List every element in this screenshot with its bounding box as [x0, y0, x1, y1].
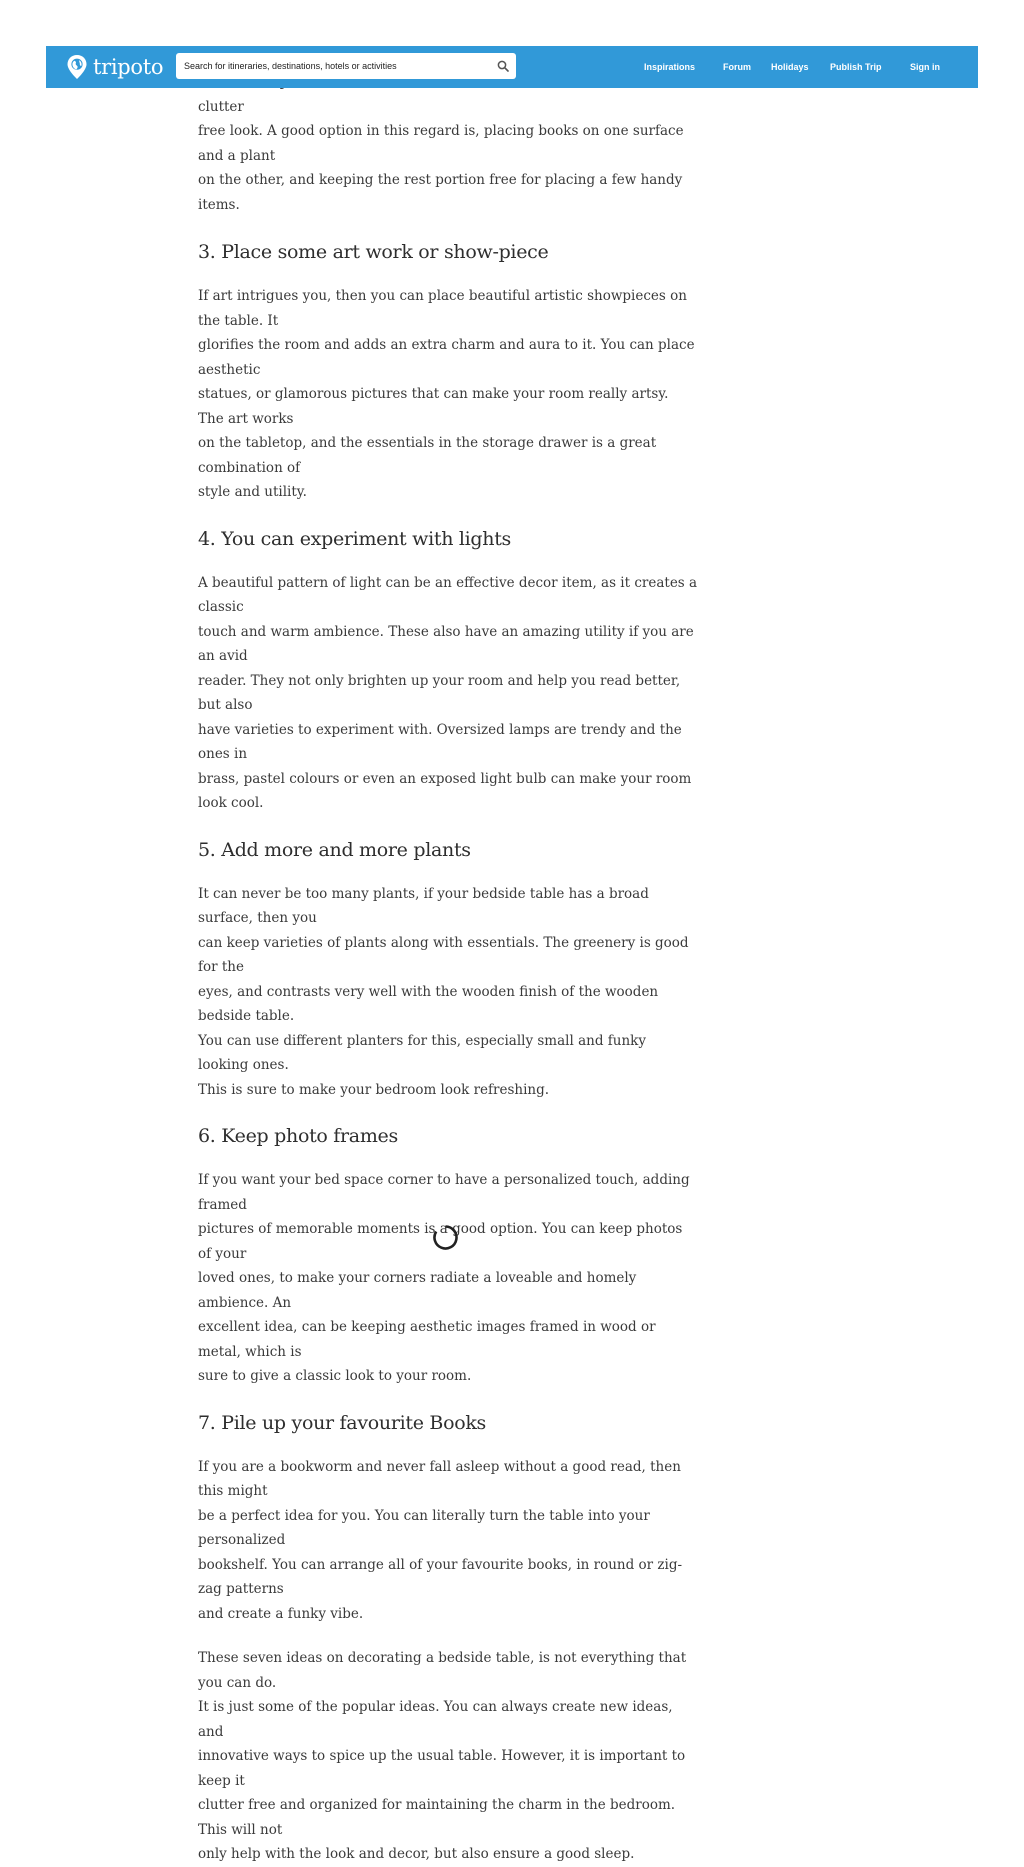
search-box[interactable] [176, 53, 516, 79]
section-5 [198, 838, 698, 1103]
partial-line-2: free look. A good option in this regard is, placing books on one surface and a plant [198, 123, 684, 164]
nav-publish-trip[interactable]: Publish Trip [830, 62, 882, 72]
section-line: eyes, and contrasts very well with the wooden finish of the wooden bedside table. [198, 983, 659, 1024]
section-4 [198, 527, 698, 816]
section-line: bookshelf. You can arrange all of your favourite books, in round or zig-zag patterns [198, 1556, 683, 1597]
nav-holidays[interactable]: Holidays [771, 62, 809, 72]
section-line: on the tabletop, and the essentials in the storage drawer is a great combination of [198, 435, 657, 476]
section-heading: 7. Pile up your favourite Books [198, 1411, 487, 1434]
section-line: reader. They not only brighten up your room and help you read better, but also [198, 672, 681, 713]
nav-inspirations[interactable]: Inspirations [644, 62, 696, 72]
section-line: style and utility. [198, 484, 307, 500]
location-pin-globe-icon [66, 54, 88, 80]
section-7 [198, 1411, 698, 1627]
section-line: If you are a bookworm and never fall asleep without a good read, then this might [198, 1458, 681, 1499]
nav-sign-in[interactable]: Sign in [910, 62, 940, 72]
section-line: and create a funky vibe. [198, 1605, 364, 1622]
conclusion-line: It is just some of the popular ideas. You can always create new ideas, and [198, 1699, 673, 1740]
conclusion-paragraph [198, 1646, 698, 1867]
logo-text: tripoto [93, 55, 164, 79]
section-line: glorifies the room and adds an extra charm and aura to it. You can place aesthetic [198, 337, 695, 378]
search-input[interactable] [176, 54, 484, 78]
section-3 [198, 240, 698, 505]
section-line: A beautiful pattern of light can be an effective decor item, as it creates a classic [198, 574, 698, 615]
partial-line-3: on the other, and keeping the rest portion free for placing a few handy items. [198, 172, 683, 213]
section-line: touch and warm ambience. These also have an amazing utility if you are an avid [198, 623, 694, 664]
section-heading: 5. Add more and more plants [198, 838, 471, 861]
section-heading: 4. You can experiment with lights [198, 527, 512, 550]
section-heading: 6. Keep photo frames [198, 1125, 398, 1147]
section-heading: 3. Place some art work or show-piece [198, 241, 549, 263]
section-6 [198, 1124, 698, 1389]
loading-spinner-icon [432, 1224, 459, 1251]
section-line: brass, pastel colours or even an exposed light bulb can make your room look cool. [198, 770, 692, 811]
section-line: statues, or glamorous pictures that can make your room really artsy. The art works [198, 386, 669, 427]
conclusion-line: clutter free and organized for maintaining the charm in the bedroom. This will not [198, 1797, 676, 1838]
partial-paragraph [198, 70, 698, 217]
nav-forum[interactable]: Forum [723, 62, 751, 72]
section-line: You can use different planters for this, especially small and funky looking ones. [198, 1032, 646, 1073]
section-line: This is sure to make your bedroom look refreshing. [198, 1081, 550, 1098]
conclusion-line: only help with the look and decor, but also ensure a good sleep. [198, 1846, 635, 1862]
section-line: have varieties to experiment with. Oversized lamps are trendy and the ones in [198, 721, 682, 762]
section-line: If art intrigues you, then you can place beautiful artistic showpieces on the table. It [198, 288, 687, 329]
conclusion-line: innovative ways to spice up the usual table. However, it is important to keep it [198, 1748, 686, 1789]
section-line: loved ones, to make your corners radiate a loveable and homely ambience. An [198, 1270, 637, 1311]
section-line: It can never be too many plants, if your bedside table has a broad surface, then you [198, 885, 649, 926]
conclusion-line: These seven ideas on decorating a bedside table, is not everything that you can do. [198, 1650, 687, 1691]
section-line: pictures of memorable moments is a good option. You can keep photos of your [198, 1221, 683, 1262]
section-line: If you want your bed space corner to have a personalized touch, adding framed [198, 1172, 690, 1213]
section-line: sure to give a classic look to your room. [198, 1368, 472, 1384]
partial-line-1: clutter [198, 98, 244, 115]
section-line: excellent idea, can be keeping aesthetic images framed in wood or metal, which is [198, 1319, 656, 1360]
article-body [198, 70, 698, 1867]
section-line: can keep varieties of plants along with essentials. The greenery is good for the [198, 934, 689, 975]
section-line: be a perfect idea for you. You can literally turn the table into your personalized [198, 1507, 650, 1548]
tripoto-logo[interactable] [66, 54, 163, 80]
search-icon[interactable] [497, 60, 509, 72]
top-navigation-bar [46, 46, 978, 88]
